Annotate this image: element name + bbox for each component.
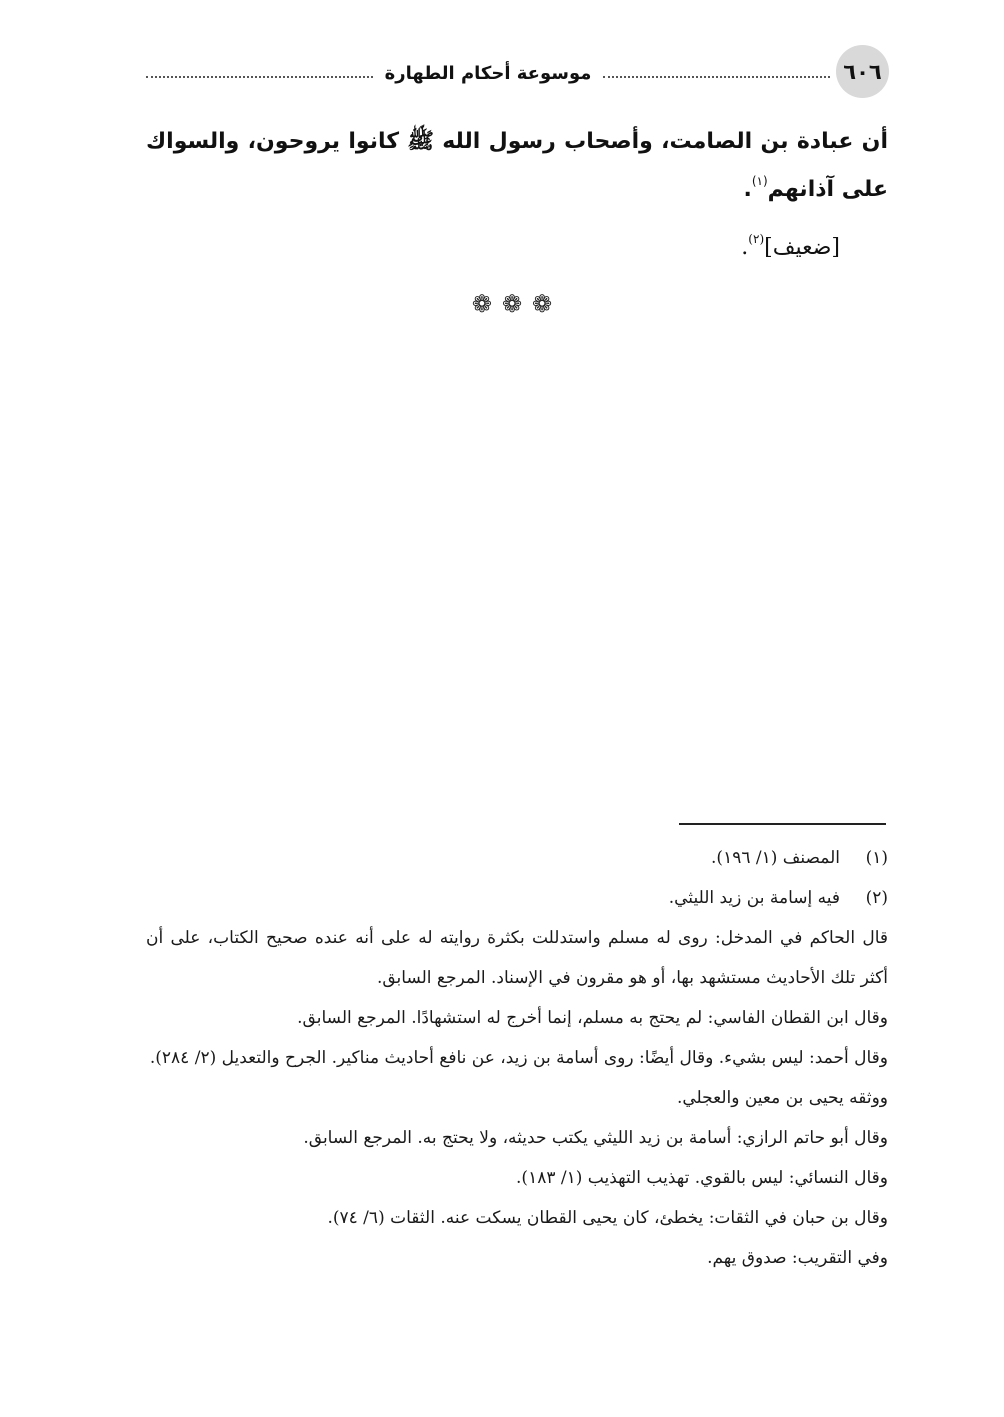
footnote-line: فيه إسامة بن زيد الليثي. <box>668 888 840 908</box>
footnote-line: ووثقه يحيى بن معين والعجلي. <box>676 1088 888 1108</box>
running-header <box>146 58 830 88</box>
footnote-line: وفي التقريب: صدوق يهم. <box>707 1248 888 1268</box>
footnote-body <box>146 838 840 878</box>
grading-verdict <box>146 228 840 268</box>
footnote-separator <box>679 823 886 825</box>
header-dotted-leader-right <box>603 76 830 78</box>
main-paragraph <box>146 118 888 214</box>
footnotes <box>146 838 888 1278</box>
footnote-line: وقال أحمد: ليس بشيء. وقال أيضًا: روى أسامة بن زيد، عن نافع أحاديث مناكير. الجرح والتعديل (٢/ ٢٨٤). <box>149 1048 888 1068</box>
footnote-line: وقال أبو حاتم الرازي: أسامة بن زيد الليثي يكتب حديثه، ولا يحتج به. المرجع السابق. <box>303 1128 888 1148</box>
main-paragraph-end: . <box>743 177 752 202</box>
footnote-ref-1[interactable]: (١) <box>751 174 768 189</box>
footnote-body <box>146 878 840 918</box>
footnote-line: المصنف (١/ ١٩٦). <box>711 848 840 868</box>
verdict-end: . <box>741 235 749 260</box>
footnote-body <box>146 918 888 1278</box>
header-dotted-leader-left <box>146 76 373 78</box>
page-number: ٦٠٦ <box>843 59 882 84</box>
footnote-number: (١) <box>865 848 888 868</box>
footnote-ref-2[interactable]: (٢) <box>748 232 765 247</box>
footnote-number: (٢) <box>865 888 888 908</box>
footnote-2-continued <box>146 918 888 1278</box>
footnote-line: وقال بن حبان في الثقات: يخطئ، كان يحيى القطان يسكت عنه. الثقات (٦/ ٧٤). <box>327 1208 888 1228</box>
footnote-1 <box>146 838 888 878</box>
footnote-line: وقال النسائي: ليس بالقوي. تهذيب التهذيب (١/ ١٨٣). <box>516 1168 888 1188</box>
footnote-line: قال الحاكم في المدخل: روى له مسلم واستدللت بكثرة روايته له على أنه عنده صحيح الكتاب، على أن أكثر تلك الأحاديث مستشهد بها، أو هو مقرون في الإسناد. المرجع السابق. <box>146 928 888 988</box>
footnote-line: وقال ابن القطان الفاسي: لم يحتج به مسلم، إنما أخرج له استشهادًا. المرجع السابق. <box>297 1008 888 1028</box>
running-title: موسوعة أحكام الطهارة <box>384 62 592 84</box>
page-number-badge <box>836 45 889 98</box>
section-divider-ornament: ❁❁❁ <box>471 290 563 318</box>
main-paragraph-text: أن عبادة بن الصامت، وأصحاب رسول الله ﷺ كانوا يروحون، والسواك على آذانهم <box>146 129 888 202</box>
footnote-2 <box>146 878 888 918</box>
verdict-text: [ضعيف] <box>764 235 840 260</box>
